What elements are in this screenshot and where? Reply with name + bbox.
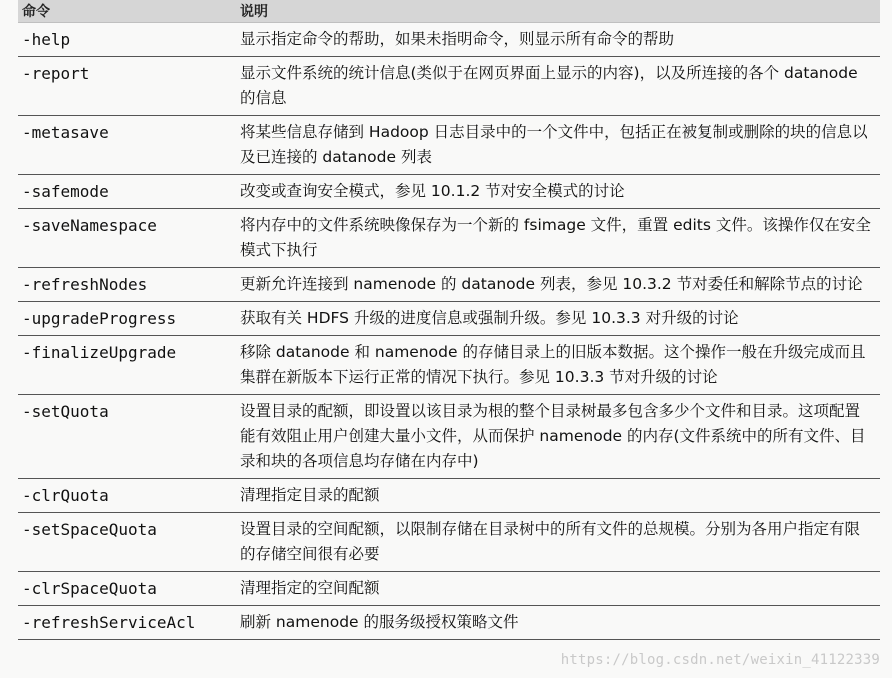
table-row bbox=[18, 479, 880, 513]
table-body bbox=[18, 23, 880, 640]
description-cell: 改变或查询安全模式，参见 10.1.2 节对安全模式的讨论 bbox=[236, 175, 880, 209]
command-cell: -report bbox=[18, 57, 236, 116]
table-header bbox=[18, 0, 880, 23]
description-cell: 更新允许连接到 namenode 的 datanode 列表，参见 10.3.2 节对委任和解除节点的讨论 bbox=[236, 268, 880, 302]
command-cell: -saveNamespace bbox=[18, 209, 236, 268]
description-cell: 移除 datanode 和 namenode 的存储目录上的旧版本数据。这个操作一般在升级完成而且集群在新版本下运行正常的情况下执行。参见 10.3.3 节对升级的讨论 bbox=[236, 336, 880, 395]
description-cell: 显示文件系统的统计信息(类似于在网页界面上显示的内容)，以及所连接的各个 datanode 的信息 bbox=[236, 57, 880, 116]
command-cell: -clrQuota bbox=[18, 479, 236, 513]
table-row bbox=[18, 23, 880, 57]
command-cell: -finalizeUpgrade bbox=[18, 336, 236, 395]
table-row bbox=[18, 606, 880, 640]
description-cell: 清理指定目录的配额 bbox=[236, 479, 880, 513]
watermark: https://blog.csdn.net/weixin_41122339 bbox=[560, 652, 880, 668]
command-cell: -help bbox=[18, 23, 236, 57]
header-description: 说明 bbox=[236, 0, 880, 23]
command-cell: -upgradeProgress bbox=[18, 302, 236, 336]
table-row bbox=[18, 572, 880, 606]
description-cell: 清理指定的空间配额 bbox=[236, 572, 880, 606]
table-row bbox=[18, 336, 880, 395]
command-cell: -setQuota bbox=[18, 395, 236, 479]
description-cell: 获取有关 HDFS 升级的进度信息或强制升级。参见 10.3.3 对升级的讨论 bbox=[236, 302, 880, 336]
command-cell: -refreshNodes bbox=[18, 268, 236, 302]
command-cell: -setSpaceQuota bbox=[18, 513, 236, 572]
dfsadmin-command-table bbox=[18, 0, 880, 640]
header-command: 命令 bbox=[18, 0, 236, 23]
table-row bbox=[18, 268, 880, 302]
description-cell: 设置目录的配额，即设置以该目录为根的整个目录树最多包含多少个文件和目录。这项配置能有效阻止用户创建大量小文件，从而保护 namenode 的内存(文件系统中的所有文件、目录和块的各项信息均存储在内存中) bbox=[236, 395, 880, 479]
table-row bbox=[18, 116, 880, 175]
description-cell: 设置目录的空间配额，以限制存储在目录树中的所有文件的总规模。分别为各用户指定有限的存储空间很有必要 bbox=[236, 513, 880, 572]
description-cell: 将内存中的文件系统映像保存为一个新的 fsimage 文件，重置 edits 文件。该操作仅在安全模式下执行 bbox=[236, 209, 880, 268]
description-cell: 刷新 namenode 的服务级授权策略文件 bbox=[236, 606, 880, 640]
table-row bbox=[18, 209, 880, 268]
command-cell: -clrSpaceQuota bbox=[18, 572, 236, 606]
description-cell: 将某些信息存储到 Hadoop 日志目录中的一个文件中，包括正在被复制或删除的块的信息以及已连接的 datanode 列表 bbox=[236, 116, 880, 175]
table-row bbox=[18, 175, 880, 209]
command-cell: -safemode bbox=[18, 175, 236, 209]
table-row bbox=[18, 513, 880, 572]
command-cell: -refreshServiceAcl bbox=[18, 606, 236, 640]
command-cell: -metasave bbox=[18, 116, 236, 175]
description-cell: 显示指定命令的帮助，如果未指明命令，则显示所有命令的帮助 bbox=[236, 23, 880, 57]
table-row bbox=[18, 395, 880, 479]
table-row bbox=[18, 57, 880, 116]
table-row bbox=[18, 302, 880, 336]
